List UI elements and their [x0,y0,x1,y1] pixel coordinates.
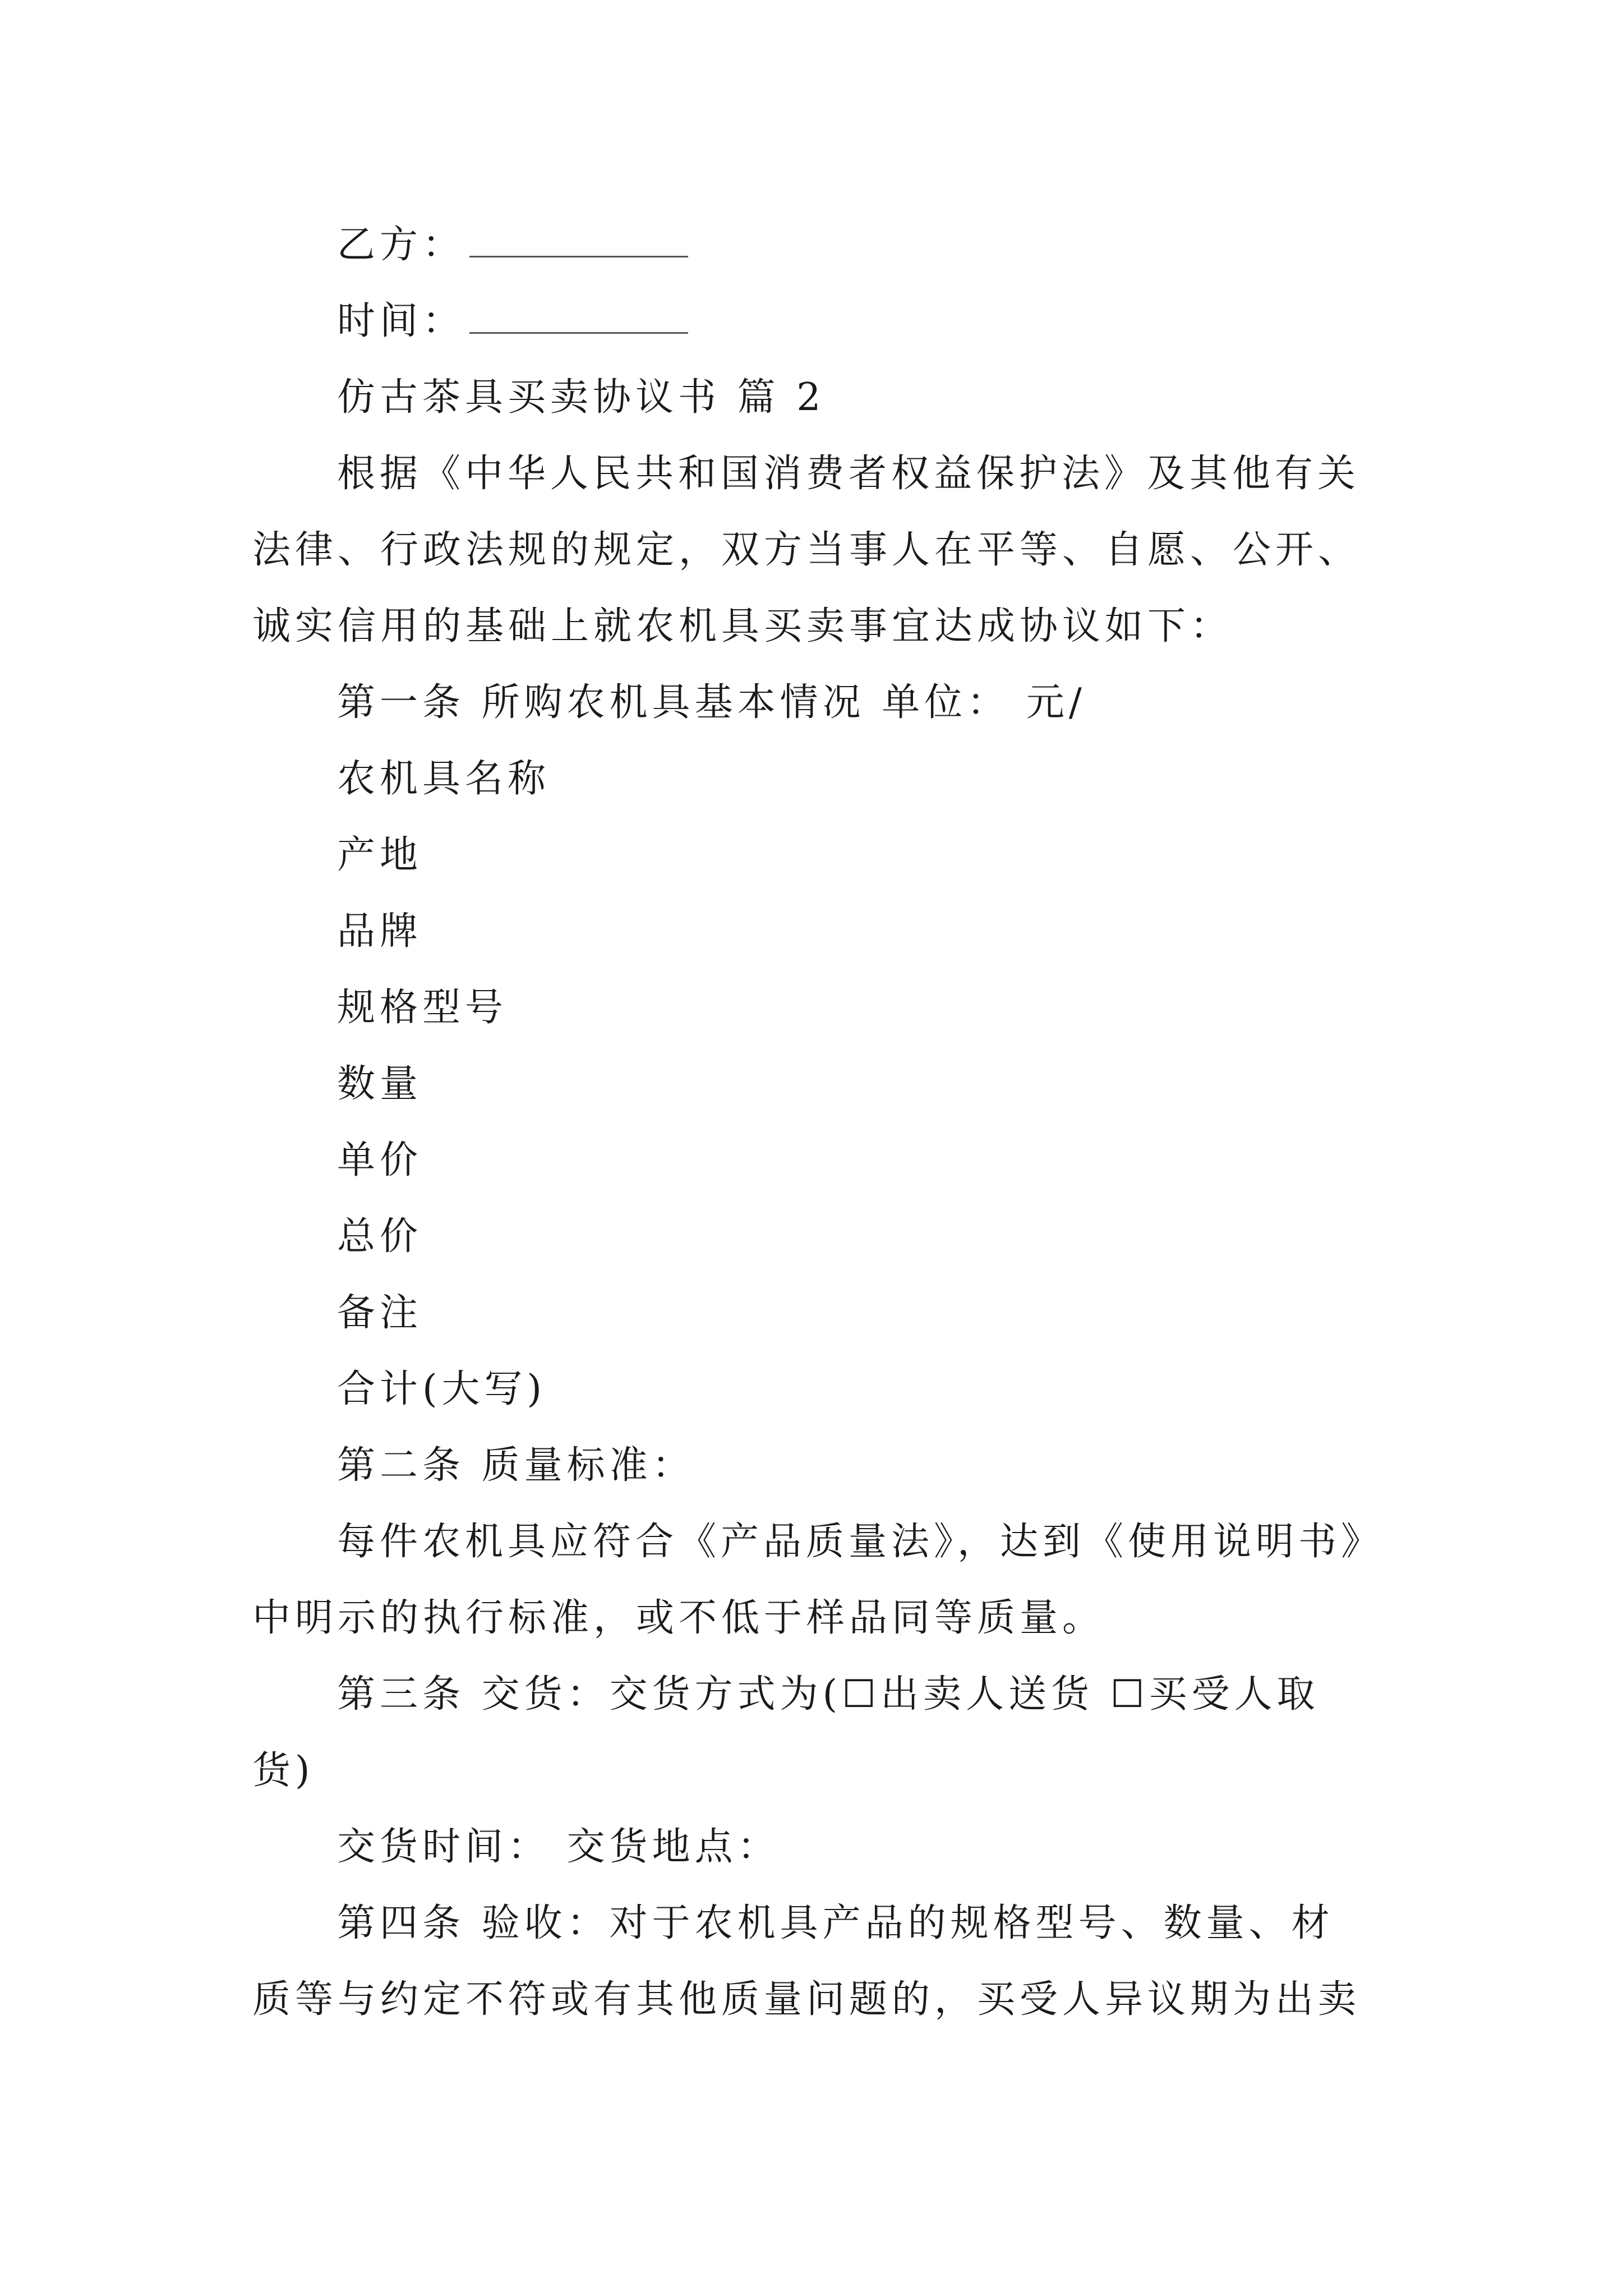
paragraph-line: 法律、行政法规的规定，双方当事人在平等、自愿、公开、 [252,528,1361,572]
article-2-heading: 第二条 质量标准： [337,1443,695,1488]
item-model: 规格型号 [337,986,508,1030]
paragraph-line: 质等与约定不符或有其他质量问题的，买受人异议期为出卖 [252,1977,1361,2022]
article-4-heading: 第四条 验收：对于农机具产品的规格型号、数量、材 [337,1901,1334,1945]
paragraph-line: 诚实信用的基础上就农机具买卖事宜达成协议如下： [252,604,1233,648]
date-label: 时间： [337,299,465,343]
party-b-line [337,220,688,270]
date-line [337,296,688,347]
item-unit-price: 单价 [337,1138,423,1182]
delivery-time-place: 交货时间： 交货地点： [337,1825,780,1869]
item-sum-uppercase: 合计(大写) [337,1367,547,1411]
item-total-price: 总价 [337,1214,423,1259]
item-quantity: 数量 [337,1062,423,1106]
party-b-blank [469,222,688,257]
paragraph-line: 中明示的执行标准，或不低于样品同等质量。 [252,1596,1105,1640]
paragraph-line: 每件农机具应符合《产品质量法》，达到《使用说明书》 [337,1520,1384,1564]
item-origin: 产地 [337,833,423,877]
paragraph-line: 货) [252,1749,315,1793]
article-3-heading: 第三条 交货：交货方式为(☐出卖人送货 ☐买受人取 [337,1672,1320,1717]
party-b-label: 乙方： [337,223,465,267]
paragraph-line: 根据《中华人民共和国消费者权益保护法》及其他有关 [337,452,1361,496]
article-1-heading: 第一条 所购农机具基本情况 单位： 元/ [337,680,1086,725]
date-blank [469,298,688,334]
item-machine-name: 农机具名称 [337,757,551,801]
item-brand: 品牌 [337,909,423,954]
item-remarks: 备注 [337,1291,423,1335]
section-heading: 仿古茶具买卖协议书 篇 2 [337,375,826,420]
